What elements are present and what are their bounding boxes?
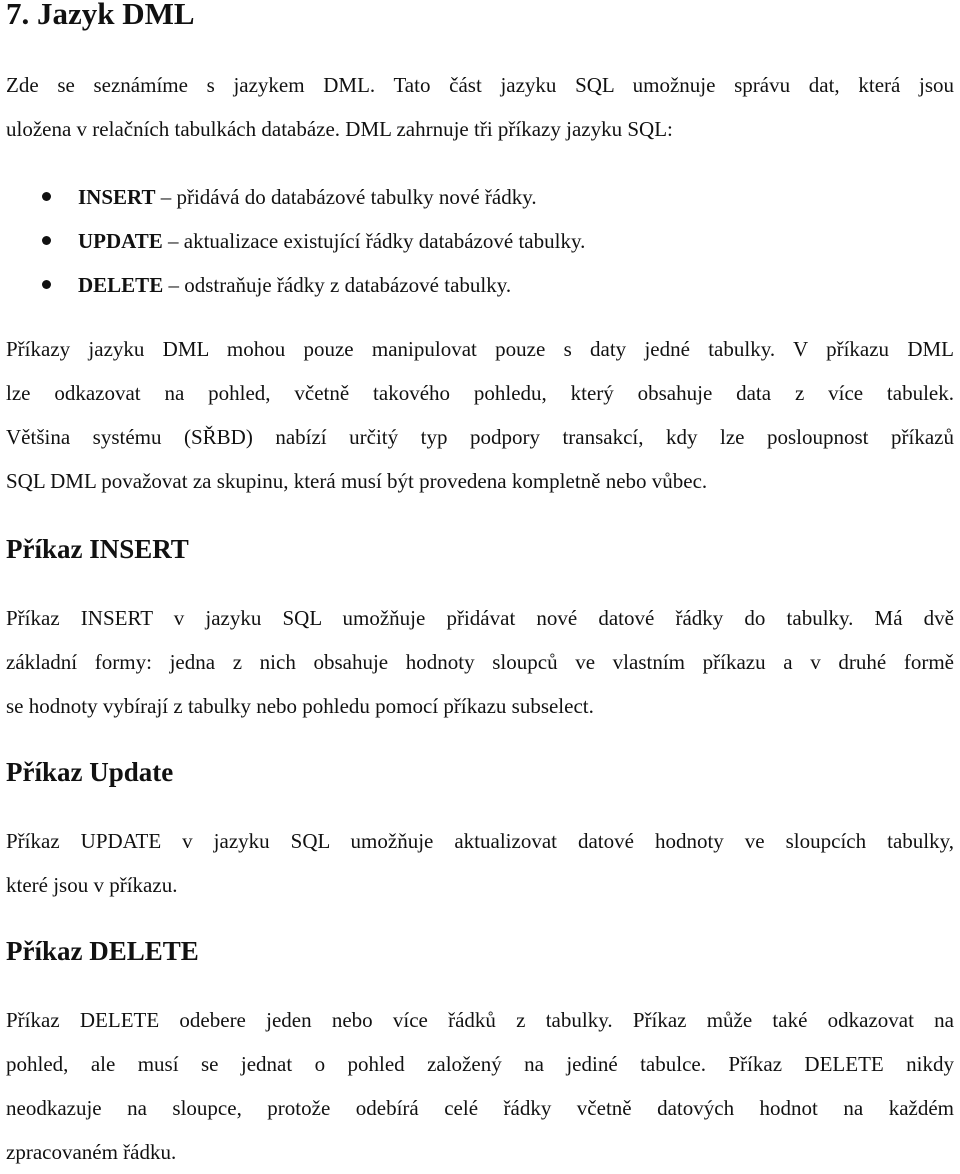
insert-heading: Příkaz INSERT (6, 534, 189, 564)
intro-line-1: Zde se seznámíme s jazykem DML. Tato část jazyku SQL umožnuje správu dat, která jsou (6, 73, 954, 97)
overview-line-1: Příkazy jazyku DML mohou pouze manipulovat pouze s daty jedné tabulky. V příkazu DML (6, 337, 954, 361)
command-keyword: UPDATE (78, 229, 163, 253)
update-line-1: Příkaz UPDATE v jazyku SQL umožňuje aktualizovat datové hodnoty ve sloupcích tabulky, (6, 829, 954, 853)
list-item (0, 175, 585, 219)
command-description: – odstraňuje řádky z databázové tabulky. (168, 273, 512, 297)
delete-line-4: zpracovaném řádku. (6, 1140, 177, 1164)
delete-line-2: pohled, ale musí se jednat o pohled založený na jediné tabulce. Příkaz DELETE nikdy (6, 1052, 954, 1076)
insert-line-3: se hodnoty vybírají z tabulky nebo pohledu pomocí příkazu subselect. (6, 694, 594, 718)
command-keyword: DELETE (78, 273, 164, 297)
insert-paragraph (6, 596, 954, 728)
update-paragraph (6, 819, 954, 907)
list-item (0, 219, 585, 263)
overview-line-3: Většina systému (SŘBD) nabízí určitý typ podpory transakcí, kdy lze posloupnost příkazů (6, 425, 954, 449)
delete-line-1: Příkaz DELETE odebere jeden nebo více řádků z tabulky. Příkaz může také odkazovat na (6, 1008, 954, 1032)
delete-line-3: neodkazuje na sloupce, protože odebírá celé řádky včetně datových hodnot na každém (6, 1096, 954, 1120)
overview-line-4: SQL DML považovat za skupinu, která musí být provedena kompletně nebo vůbec. (6, 469, 708, 493)
intro-line-2: uložena v relačních tabulkách databáze. DML zahrnuje tři příkazy jazyku SQL: (6, 117, 673, 141)
intro-paragraph (6, 63, 954, 151)
insert-line-2: základní formy: jedna z nich obsahuje hodnoty sloupců ve vlastním příkazu a v druhé formě (6, 650, 954, 674)
list-item (0, 263, 585, 307)
dml-command-list (0, 175, 585, 307)
command-description: – aktualizace existující řádky databázové tabulky. (168, 229, 586, 253)
overview-line-2: lze odkazovat na pohled, včetně takového pohledu, který obsahuje data z více tabulek. (6, 381, 954, 405)
bullet-icon (42, 280, 51, 289)
command-keyword: INSERT (78, 185, 156, 209)
overview-paragraph (6, 327, 954, 503)
delete-heading: Příkaz DELETE (6, 936, 199, 966)
command-description: – přidává do databázové tabulky nové řádky. (160, 185, 537, 209)
bullet-icon (42, 192, 51, 201)
bullet-icon (42, 236, 51, 245)
insert-line-1: Příkaz INSERT v jazyku SQL umožňuje přidávat nové datové řádky do tabulky. Má dvě (6, 606, 954, 630)
update-heading: Příkaz Update (6, 757, 174, 787)
delete-paragraph (6, 998, 954, 1174)
document-title: 7. Jazyk DML (6, 0, 195, 31)
update-line-2: které jsou v příkazu. (6, 873, 178, 897)
